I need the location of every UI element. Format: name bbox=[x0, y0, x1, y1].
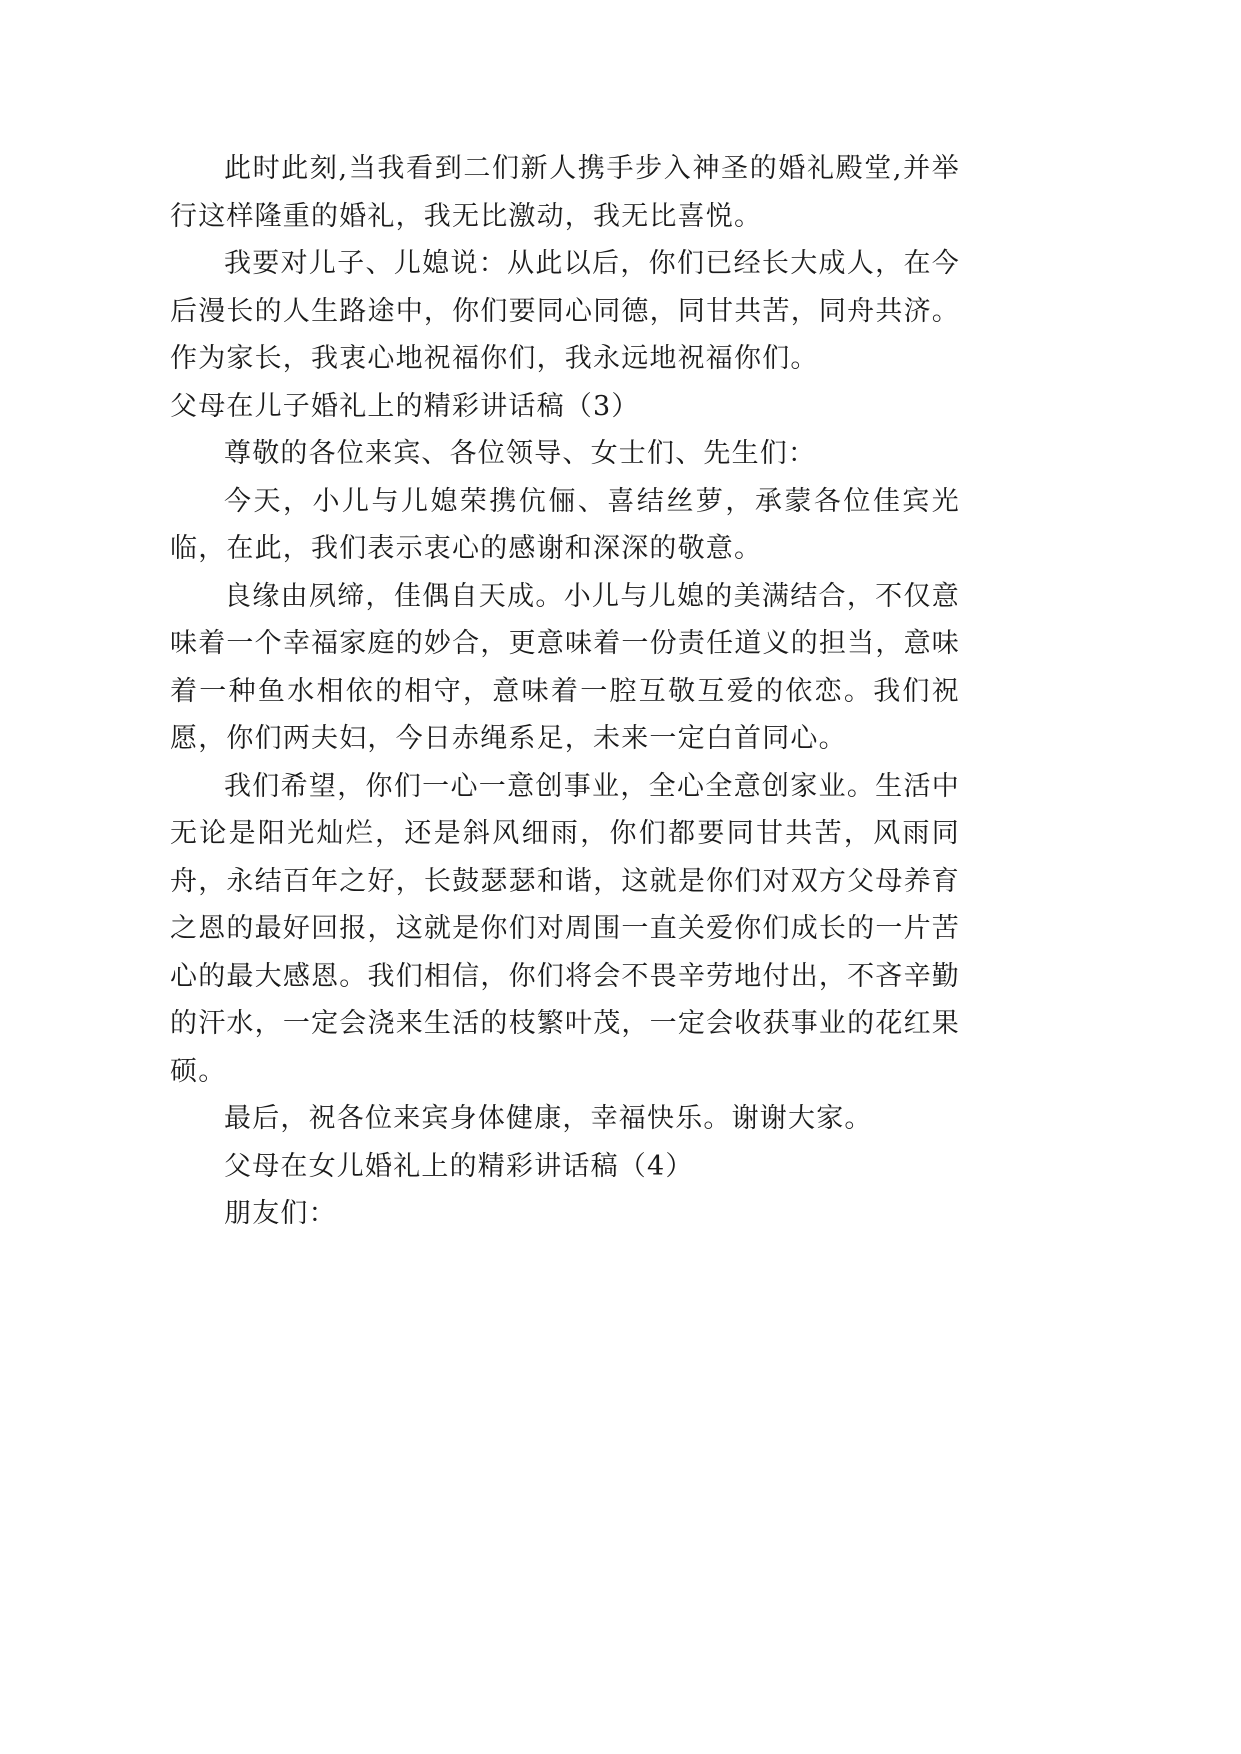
paragraph-blessing: 良缘由夙缔，佳偶自天成。小儿与儿媳的美满结合，不仅意味着一个幸福家庭的妙合，更意味着一份责任道义的担当，意味着一种鱼水相依的相守，意味着一腔互敬互爱的依恋。我们祝愿，你们两夫妇，今日赤绳系足，未来一定白首同心。 bbox=[170, 580, 960, 754]
section-heading-4: 父母在女儿婚礼上的精彩讲话稿（4） bbox=[224, 1150, 694, 1182]
paragraph-opening-1: 此时此刻,当我看到二们新人携手步入神圣的婚礼殿堂,并举行这样隆重的婚礼，我无比激动，我无比喜悦。 bbox=[170, 153, 960, 232]
document-page bbox=[170, 145, 960, 1238]
paragraph-closing: 最后，祝各位来宾身体健康，幸福快乐。谢谢大家。 bbox=[224, 1103, 873, 1134]
paragraph-opening-2: 我要对儿子、儿媳说：从此以后，你们已经长大成人，在今后漫长的人生路途中，你们要同心同德，同甘共苦，同舟共济。作为家长，我衷心地祝福你们，我永远地祝福你们。 bbox=[170, 248, 960, 374]
salutation-4: 朋友们： bbox=[224, 1198, 337, 1229]
paragraph-thanks: 今天，小儿与儿媳荣携伉俪、喜结丝萝，承蒙各位佳宾光临，在此，我们表示衷心的感谢和深深的敬意。 bbox=[170, 485, 960, 564]
paragraph-hope: 我们希望，你们一心一意创事业，全心全意创家业。生活中无论是阳光灿烂，还是斜风细雨，你们都要同甘共苦，风雨同舟，永结百年之好，长鼓瑟瑟和谐，这就是你们对双方父母养育之恩的最好回报，这就是你们对周围一直关爱你们成长的一片苦心的最大感恩。我们相信，你们将会不畏辛劳地付出，不吝辛勤的汗水，一定会浇来生活的枝繁叶茂，一定会收获事业的花红果硕。 bbox=[170, 770, 960, 1087]
salutation-3: 尊敬的各位来宾、各位领导、女士们、先生们： bbox=[224, 438, 817, 469]
section-heading-3: 父母在儿子婚礼上的精彩讲话稿（3） bbox=[170, 390, 640, 422]
